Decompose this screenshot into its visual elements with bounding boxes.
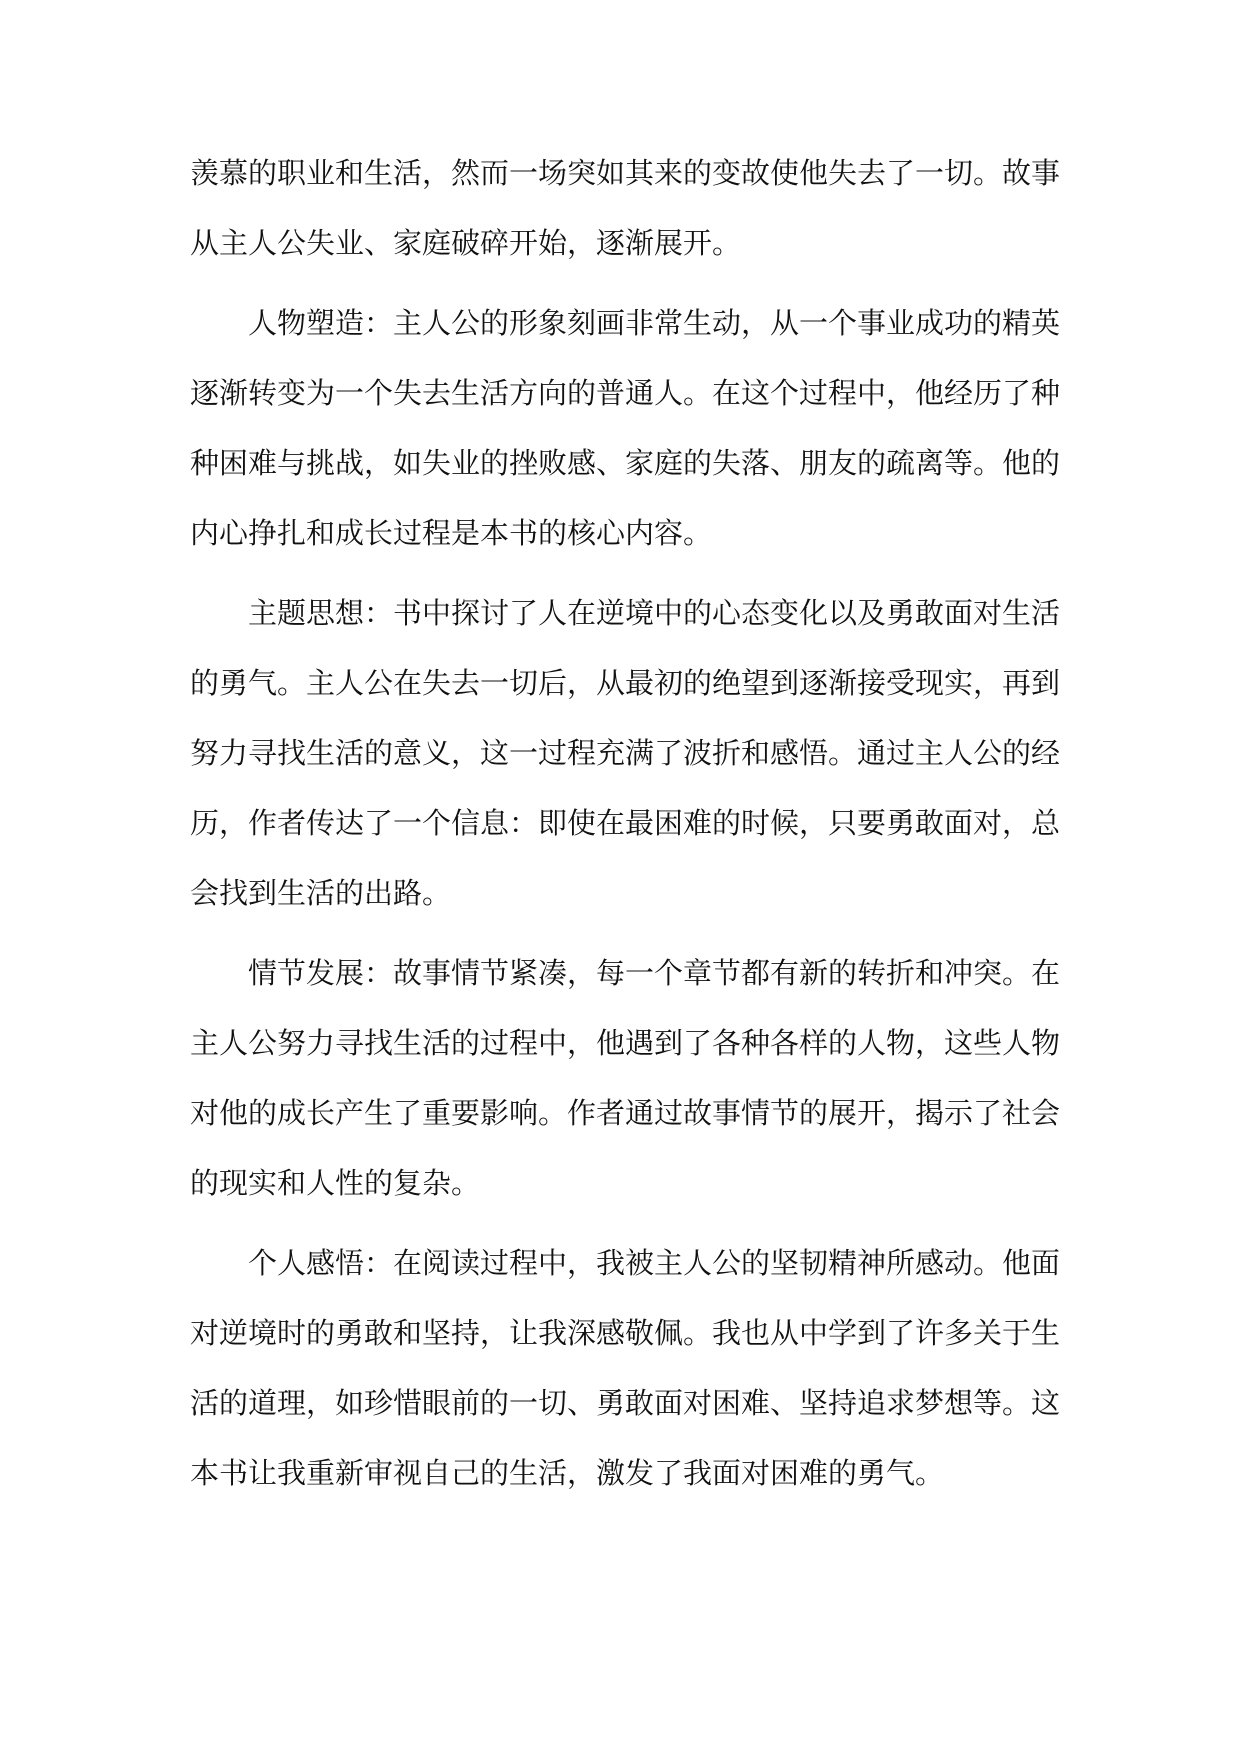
paragraph-first-line: 人物塑造：主人公的形象刻画非常生动，从一个事业成功的精英 xyxy=(248,306,1061,340)
text-line: 种困难与挑战，如失业的挫败感、家庭的失落、朋友的疏离等。他的 xyxy=(190,446,1061,480)
text-line: 对逆境时的勇敢和坚持，让我深感敬佩。我也从中学到了许多关于生 xyxy=(190,1316,1061,1350)
text-line: 主人公努力寻找生活的过程中，他遇到了各种各样的人物，这些人物 xyxy=(190,1026,1061,1060)
text-line: 本书让我重新审视自己的生活，激发了我面对困难的勇气。 xyxy=(190,1456,945,1490)
text-line: 对他的成长产生了重要影响。作者通过故事情节的展开，揭示了社会 xyxy=(190,1096,1061,1130)
text-line: 羡慕的职业和生活，然而一场突如其来的变故使他失去了一切。故事 xyxy=(190,156,1061,190)
text-line: 从主人公失业、家庭破碎开始，逐渐展开。 xyxy=(190,226,742,260)
paragraph-first-line: 情节发展：故事情节紧凑，每一个章节都有新的转折和冲突。在 xyxy=(248,956,1061,990)
text-line: 的勇气。主人公在失去一切后，从最初的绝望到逐渐接受现实，再到 xyxy=(190,666,1061,700)
text-line: 历，作者传达了一个信息：即使在最困难的时候，只要勇敢面对，总 xyxy=(190,806,1061,840)
text-line: 逐渐转变为一个失去生活方向的普通人。在这个过程中，他经历了种 xyxy=(190,376,1061,410)
text-line: 的现实和人性的复杂。 xyxy=(190,1166,481,1200)
text-line: 努力寻找生活的意义，这一过程充满了波折和感悟。通过主人公的经 xyxy=(190,736,1061,770)
paragraph-first-line: 主题思想：书中探讨了人在逆境中的心态变化以及勇敢面对生活 xyxy=(248,596,1061,630)
text-line: 内心挣扎和成长过程是本书的核心内容。 xyxy=(190,516,713,550)
text-line: 会找到生活的出路。 xyxy=(190,876,452,910)
text-line: 活的道理，如珍惜眼前的一切、勇敢面对困难、坚持追求梦想等。这 xyxy=(190,1386,1061,1420)
paragraph-first-line: 个人感悟：在阅读过程中，我被主人公的坚韧精神所感动。他面 xyxy=(248,1246,1061,1280)
